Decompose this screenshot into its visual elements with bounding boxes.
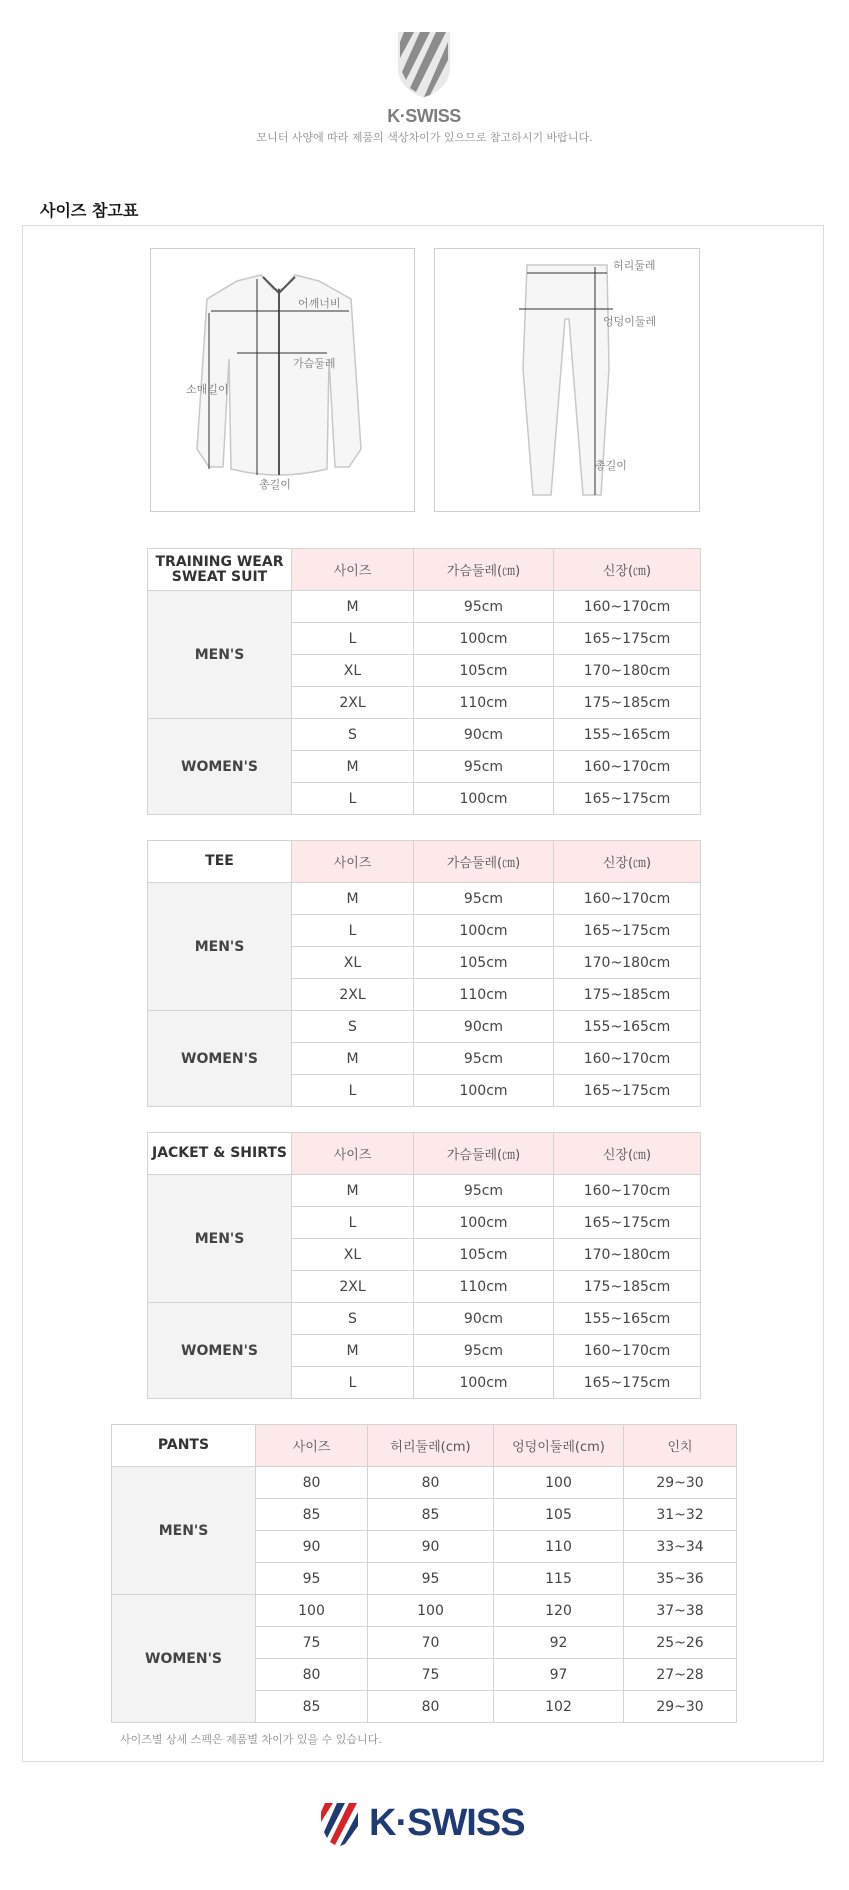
table-header-row	[148, 1133, 701, 1175]
table-cell: 175~185cm	[554, 687, 701, 719]
table-cell: 165~175cm	[554, 1207, 701, 1239]
table-cell: 27~28	[624, 1659, 737, 1691]
table-cell: 29~30	[624, 1467, 737, 1499]
table-cell: 70	[368, 1627, 494, 1659]
bottom-brand-name: K·SWISS	[369, 1802, 525, 1844]
table-cell: L	[292, 783, 414, 815]
table-cell: 80	[256, 1467, 368, 1499]
table-cell: M	[292, 1043, 414, 1075]
table-cell: 75	[256, 1627, 368, 1659]
table-header-row	[112, 1425, 737, 1467]
table-cell: 33~34	[624, 1531, 737, 1563]
table-cell: 29~30	[624, 1691, 737, 1723]
table-cell: 95cm	[414, 1175, 554, 1207]
table-cell: 170~180cm	[554, 947, 701, 979]
table-cell: 97	[494, 1659, 624, 1691]
table-row	[148, 1175, 701, 1207]
table-row	[112, 1467, 737, 1499]
table-category: PANTS	[112, 1425, 256, 1467]
table-cell: 155~165cm	[554, 1303, 701, 1335]
table-cell: 165~175cm	[554, 783, 701, 815]
table-cell: 100	[368, 1595, 494, 1627]
page-title: 사이즈 참고표	[40, 201, 139, 220]
table-header-row	[148, 841, 701, 883]
table-category: TRAINING WEAR SWEAT SUIT	[148, 549, 292, 591]
table-cell: 165~175cm	[554, 623, 701, 655]
table-cell: 115	[494, 1563, 624, 1595]
kswiss-shield-icon	[394, 28, 454, 100]
table-cell: 95	[368, 1563, 494, 1595]
shoulder-label: 어깨너비	[298, 297, 341, 310]
column-header: 가슴둘레(㎝)	[414, 1133, 554, 1175]
table-cell: 85	[368, 1499, 494, 1531]
table-cell: 100cm	[414, 1367, 554, 1399]
kswiss-shield-color-icon	[317, 1800, 361, 1848]
table-cell: S	[292, 1011, 414, 1043]
table-cell: 100cm	[414, 783, 554, 815]
table-cell: 105cm	[414, 655, 554, 687]
table-cell: 2XL	[292, 979, 414, 1011]
sleeve-label: 소매길이	[186, 383, 229, 396]
column-header: 인치	[624, 1425, 737, 1467]
table-cell: 175~185cm	[554, 1271, 701, 1303]
column-header: 사이즈	[292, 841, 414, 883]
table-cell: 80	[256, 1659, 368, 1691]
table-cell: 85	[256, 1499, 368, 1531]
column-header: 사이즈	[292, 1133, 414, 1175]
footnote: 사이즈별 상세 스펙은 제품별 차이가 있을 수 있습니다.	[120, 1733, 382, 1746]
table-cell: 90cm	[414, 719, 554, 751]
table-row	[148, 883, 701, 915]
table-cell: 100cm	[414, 1075, 554, 1107]
column-header: 사이즈	[292, 549, 414, 591]
table-cell: 95cm	[414, 1335, 554, 1367]
gender-group-label: WOMEN'S	[148, 1011, 292, 1107]
table-cell: 155~165cm	[554, 719, 701, 751]
table-cell: 100	[494, 1467, 624, 1499]
table-cell: 165~175cm	[554, 915, 701, 947]
top-brand-name: K·SWISS	[387, 106, 461, 126]
gender-group-label: WOMEN'S	[112, 1595, 256, 1723]
column-header: 신장(㎝)	[554, 841, 701, 883]
table-cell: L	[292, 1075, 414, 1107]
column-header: 신장(㎝)	[554, 549, 701, 591]
table-cell: L	[292, 623, 414, 655]
table-row	[112, 1595, 737, 1627]
table-row	[148, 591, 701, 623]
size-table	[147, 1132, 701, 1399]
gender-group-label: WOMEN'S	[148, 1303, 292, 1399]
table-cell: XL	[292, 655, 414, 687]
column-header: 사이즈	[256, 1425, 368, 1467]
color-notice: 모니터 사양에 따라 제품의 색상차이가 있으므로 참고하시기 바랍니다.	[256, 131, 593, 144]
table-cell: 95cm	[414, 591, 554, 623]
table-cell: 120	[494, 1595, 624, 1627]
table-cell: S	[292, 1303, 414, 1335]
table-cell: 155~165cm	[554, 1011, 701, 1043]
table-cell: 92	[494, 1627, 624, 1659]
table-cell: XL	[292, 947, 414, 979]
table-cell: 110cm	[414, 979, 554, 1011]
table-cell: 95cm	[414, 751, 554, 783]
table-cell: M	[292, 883, 414, 915]
table-cell: 95cm	[414, 883, 554, 915]
column-header: 엉덩이둘레(cm)	[494, 1425, 624, 1467]
table-cell: 85	[256, 1691, 368, 1723]
table-cell: 2XL	[292, 687, 414, 719]
pants-icon	[435, 249, 699, 511]
table-cell: 160~170cm	[554, 591, 701, 623]
table-cell: M	[292, 591, 414, 623]
table-cell: 100	[256, 1595, 368, 1627]
table-cell: M	[292, 1335, 414, 1367]
table-cell: XL	[292, 1239, 414, 1271]
size-table	[147, 840, 701, 1107]
table-cell: 160~170cm	[554, 1043, 701, 1075]
pants-length-label: 총길이	[595, 459, 627, 472]
table-cell: L	[292, 915, 414, 947]
table-cell: 80	[368, 1691, 494, 1723]
table-cell: 37~38	[624, 1595, 737, 1627]
size-table	[111, 1424, 737, 1723]
chest-label: 가슴둘레	[293, 357, 336, 370]
table-row	[148, 1011, 701, 1043]
table-cell: 110cm	[414, 1271, 554, 1303]
table-cell: 90	[256, 1531, 368, 1563]
table-header-row	[148, 549, 701, 591]
waist-label: 허리둘레	[613, 259, 656, 272]
table-cell: 80	[368, 1467, 494, 1499]
gender-group-label: MEN'S	[148, 591, 292, 719]
gender-group-label: MEN'S	[148, 1175, 292, 1303]
table-cell: 110cm	[414, 687, 554, 719]
table-cell: 95cm	[414, 1043, 554, 1075]
table-cell: 160~170cm	[554, 1175, 701, 1207]
table-cell: 35~36	[624, 1563, 737, 1595]
table-row	[148, 1303, 701, 1335]
table-cell: L	[292, 1367, 414, 1399]
table-cell: S	[292, 719, 414, 751]
table-cell: M	[292, 751, 414, 783]
top-logo	[384, 28, 464, 126]
column-header: 가슴둘레(㎝)	[414, 841, 554, 883]
table-cell: 100cm	[414, 1207, 554, 1239]
table-cell: M	[292, 1175, 414, 1207]
table-cell: 170~180cm	[554, 1239, 701, 1271]
gender-group-label: WOMEN'S	[148, 719, 292, 815]
table-cell: 25~26	[624, 1627, 737, 1659]
table-cell: 75	[368, 1659, 494, 1691]
table-cell: 110	[494, 1531, 624, 1563]
table-cell: 100cm	[414, 623, 554, 655]
jacket-length-label: 총길이	[259, 478, 291, 491]
hip-label: 엉덩이둘레	[603, 315, 657, 328]
table-cell: 105cm	[414, 947, 554, 979]
column-header: 허리둘레(cm)	[368, 1425, 494, 1467]
pants-diagram	[434, 248, 700, 512]
table-cell: 2XL	[292, 1271, 414, 1303]
bottom-logo	[317, 1800, 539, 1848]
column-header: 신장(㎝)	[554, 1133, 701, 1175]
table-cell: 165~175cm	[554, 1075, 701, 1107]
size-table	[147, 548, 701, 815]
table-cell: 102	[494, 1691, 624, 1723]
table-cell: 90cm	[414, 1011, 554, 1043]
table-cell: 105	[494, 1499, 624, 1531]
jacket-icon	[151, 249, 414, 511]
gender-group-label: MEN'S	[112, 1467, 256, 1595]
table-cell: L	[292, 1207, 414, 1239]
table-cell: 175~185cm	[554, 979, 701, 1011]
column-header: 가슴둘레(㎝)	[414, 549, 554, 591]
table-category: TEE	[148, 841, 292, 883]
table-cell: 100cm	[414, 915, 554, 947]
table-cell: 95	[256, 1563, 368, 1595]
table-cell: 160~170cm	[554, 751, 701, 783]
jacket-diagram	[150, 248, 415, 512]
table-cell: 90	[368, 1531, 494, 1563]
table-cell: 165~175cm	[554, 1367, 701, 1399]
table-category: JACKET & SHIRTS	[148, 1133, 292, 1175]
table-cell: 31~32	[624, 1499, 737, 1531]
gender-group-label: MEN'S	[148, 883, 292, 1011]
table-cell: 160~170cm	[554, 1335, 701, 1367]
table-cell: 160~170cm	[554, 883, 701, 915]
table-cell: 170~180cm	[554, 655, 701, 687]
table-cell: 90cm	[414, 1303, 554, 1335]
table-cell: 105cm	[414, 1239, 554, 1271]
table-row	[148, 719, 701, 751]
